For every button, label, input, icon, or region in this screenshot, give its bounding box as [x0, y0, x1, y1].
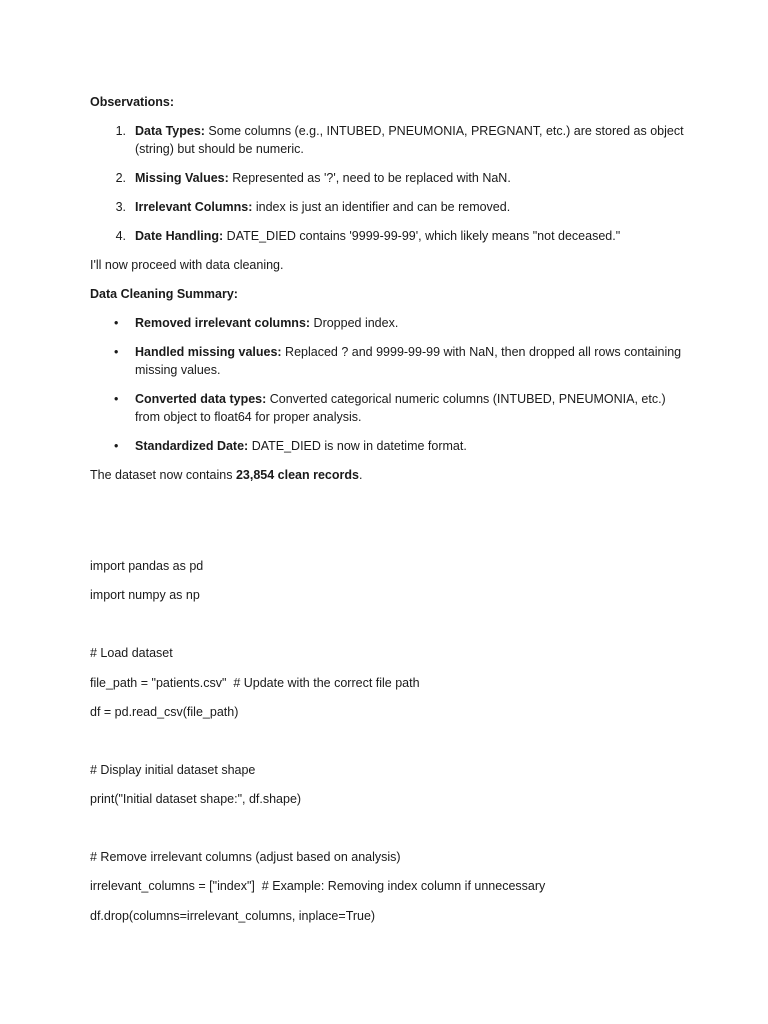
observation-item — [90, 227, 690, 245]
bullet-icon: • — [114, 345, 119, 359]
proceed-text: I'll now proceed with data cleaning. — [90, 258, 284, 272]
list-number: 3. — [115, 200, 126, 214]
summary-text: Converted categorical numeric columns (INTUBED, PNEUMONIA, etc.) from object to float64 for proper analysis. — [135, 392, 666, 424]
summary-item — [90, 343, 690, 379]
observation-item — [90, 198, 690, 216]
code-line: print("Initial dataset shape:", df.shape) — [90, 792, 302, 806]
bullet-icon: • — [114, 439, 119, 453]
observation-text: index is just an identifier and can be removed. — [252, 200, 511, 214]
summary-label: Removed irrelevant columns: — [135, 316, 311, 330]
code-line: # Remove irrelevant columns (adjust based on analysis) — [90, 850, 401, 864]
summary-label: Converted data types: — [135, 392, 267, 406]
observation-text: Some columns (e.g., INTUBED, PNEUMONIA, PREGNANT, etc.) are stored as object (string) but should be numeric. — [135, 124, 684, 156]
summary-item — [90, 390, 690, 426]
summary-text: DATE_DIED is now in datetime format. — [248, 439, 467, 453]
observation-item — [90, 122, 690, 158]
summary-label: Standardized Date: — [135, 439, 249, 453]
code-line: import pandas as pd — [90, 559, 204, 573]
code-line: import numpy as np — [90, 588, 200, 602]
records-summary — [90, 466, 690, 484]
summary-label: Handled missing values: — [135, 345, 282, 359]
observation-text: Represented as '?', need to be replaced with NaN. — [228, 171, 511, 185]
code-line: df.drop(columns=irrelevant_columns, inplace=True) — [90, 909, 376, 923]
summary-heading: Data Cleaning Summary: — [90, 287, 238, 301]
observation-label: Data Types: — [135, 124, 205, 138]
observation-label: Irrelevant Columns: — [135, 200, 253, 214]
observation-item — [90, 169, 690, 187]
records-suffix: . — [358, 468, 363, 482]
code-line: # Display initial dataset shape — [90, 763, 256, 777]
observation-label: Missing Values: — [135, 171, 229, 185]
summary-list — [90, 314, 690, 455]
bullet-icon: • — [114, 392, 119, 406]
observation-text: DATE_DIED contains '9999-99-99', which likely means "not deceased." — [223, 229, 621, 243]
bullet-icon: • — [114, 316, 119, 330]
code-line: # Load dataset — [90, 646, 173, 660]
code-line: df = pd.read_csv(file_path) — [90, 705, 239, 719]
observations-heading: Observations: — [90, 95, 175, 109]
observations-list — [90, 122, 690, 245]
code-line: irrelevant_columns = ["index"] # Example: Removing index column if unnecessary — [90, 879, 546, 893]
list-number: 1. — [115, 124, 126, 138]
records-count: 23,854 clean records — [235, 468, 359, 482]
code-line: file_path = "patients.csv" # Update with the correct file path — [90, 676, 420, 690]
summary-item — [90, 437, 690, 455]
document-body — [90, 93, 690, 495]
summary-text: Replaced ? and 9999-99-99 with NaN, then dropped all rows containing missing values. — [135, 345, 682, 377]
list-number: 2. — [115, 171, 126, 185]
summary-text: Dropped index. — [310, 316, 399, 330]
records-prefix: The dataset now contains — [90, 468, 236, 482]
list-number: 4. — [115, 229, 126, 243]
observation-label: Date Handling: — [135, 229, 224, 243]
summary-item — [90, 314, 690, 332]
